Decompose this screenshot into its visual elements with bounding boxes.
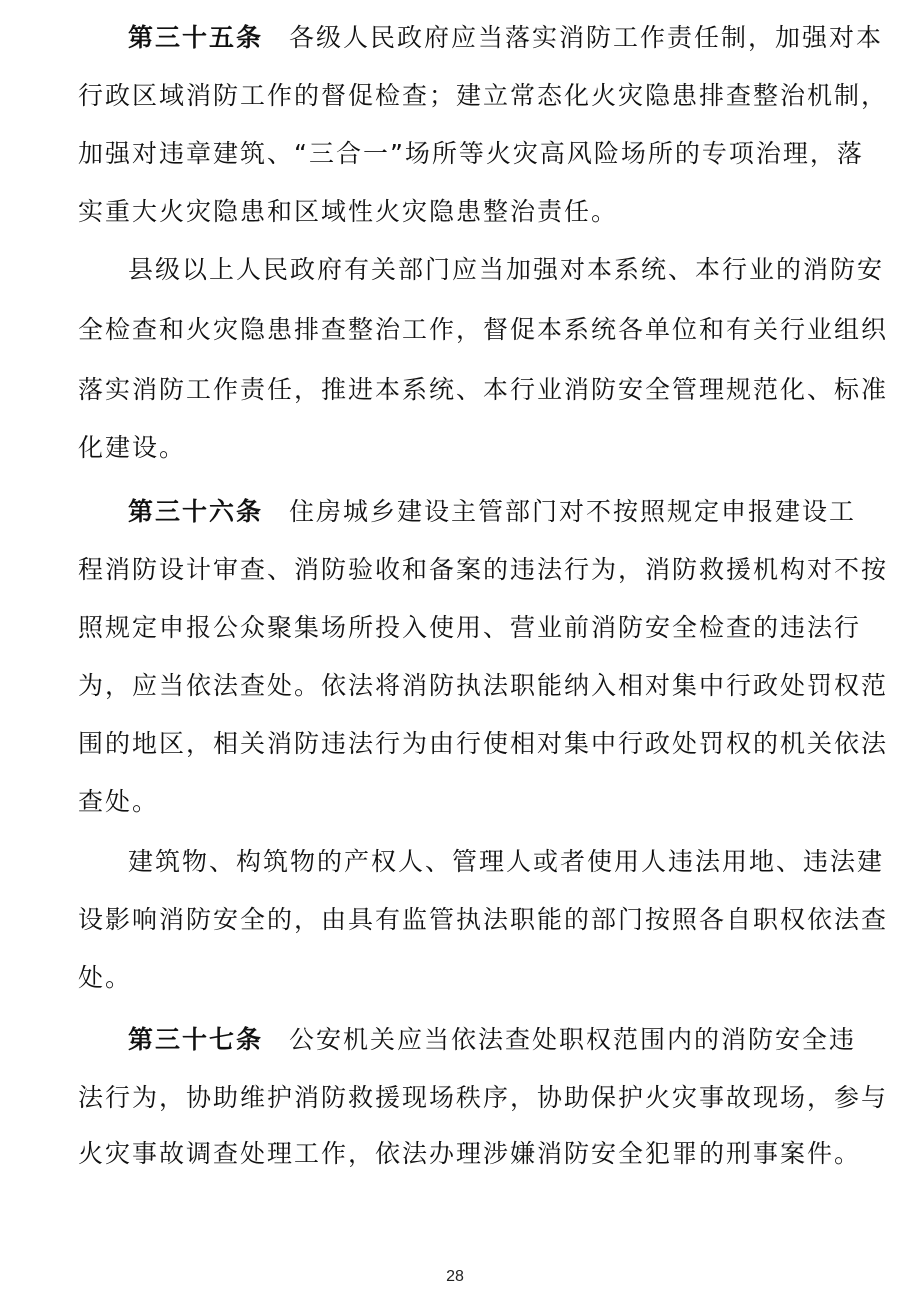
paragraph-line [128, 8, 884, 68]
line-text: 各级人民政府应当落实消防工作责任制，加强对本 [289, 23, 884, 52]
line-text: 公安机关应当依法查处职权范围内的消防安全违 [289, 1025, 857, 1054]
paragraph-line: 程消防设计审查、消防验收和备案的违法行为，消防救援机构对不按 [78, 555, 889, 584]
paragraph-line: 县级以上人民政府有关部门应当加强对本系统、本行业的消防安 [128, 255, 885, 284]
paragraph-line: 落实消防工作责任，推进本系统、本行业消防安全管理规范化、标准 [78, 375, 889, 404]
paragraph-line: 处。 [78, 963, 133, 992]
paragraph-line: 围的地区，相关消防违法行为由行使相对集中行政处罚权的机关依法 [78, 729, 889, 758]
paragraph-line: 查处。 [78, 787, 160, 816]
paragraph-line: 火灾事故调查处理工作，依法办理涉嫌消防安全犯罪的刑事案件。 [78, 1139, 862, 1168]
paragraph-line: 法行为，协助维护消防救援现场秩序，协助保护火灾事故现场，参与 [78, 1083, 889, 1112]
article-number: 第三十七条 [128, 1025, 264, 1054]
paragraph-line: 加强对违章建筑、“三合一”场所等火灾高风险场所的专项治理，落 [78, 139, 864, 168]
paragraph-line: 建筑物、构筑物的产权人、管理人或者使用人违法用地、违法建 [128, 847, 885, 876]
line-text: 住房城乡建设主管部门对不按照规定申报建设工 [289, 497, 857, 526]
paragraph-line: 全检查和火灾隐患排查整治工作，督促本系统各单位和有关行业组织 [78, 315, 889, 344]
paragraph-line [128, 1010, 857, 1070]
article-number: 第三十五条 [128, 23, 264, 52]
paragraph-line: 实重大火灾隐患和区域性火灾隐患整治责任。 [78, 197, 619, 226]
paragraph-line: 照规定申报公众聚集场所投入使用、营业前消防安全检查的违法行 [78, 613, 862, 642]
article-number: 第三十六条 [128, 497, 264, 526]
paragraph-line: 化建设。 [78, 433, 187, 462]
paragraph-line [128, 482, 857, 542]
paragraph-line: 为，应当依法查处。依法将消防执法职能纳入相对集中行政处罚权范 [78, 671, 889, 700]
paragraph-line: 行政区域消防工作的督促检查；建立常态化火灾隐患排查整治机制， [78, 81, 889, 110]
page-number: 28 [446, 1268, 464, 1285]
paragraph-line: 设影响消防安全的，由具有监管执法职能的部门按照各自职权依法查 [78, 905, 889, 934]
